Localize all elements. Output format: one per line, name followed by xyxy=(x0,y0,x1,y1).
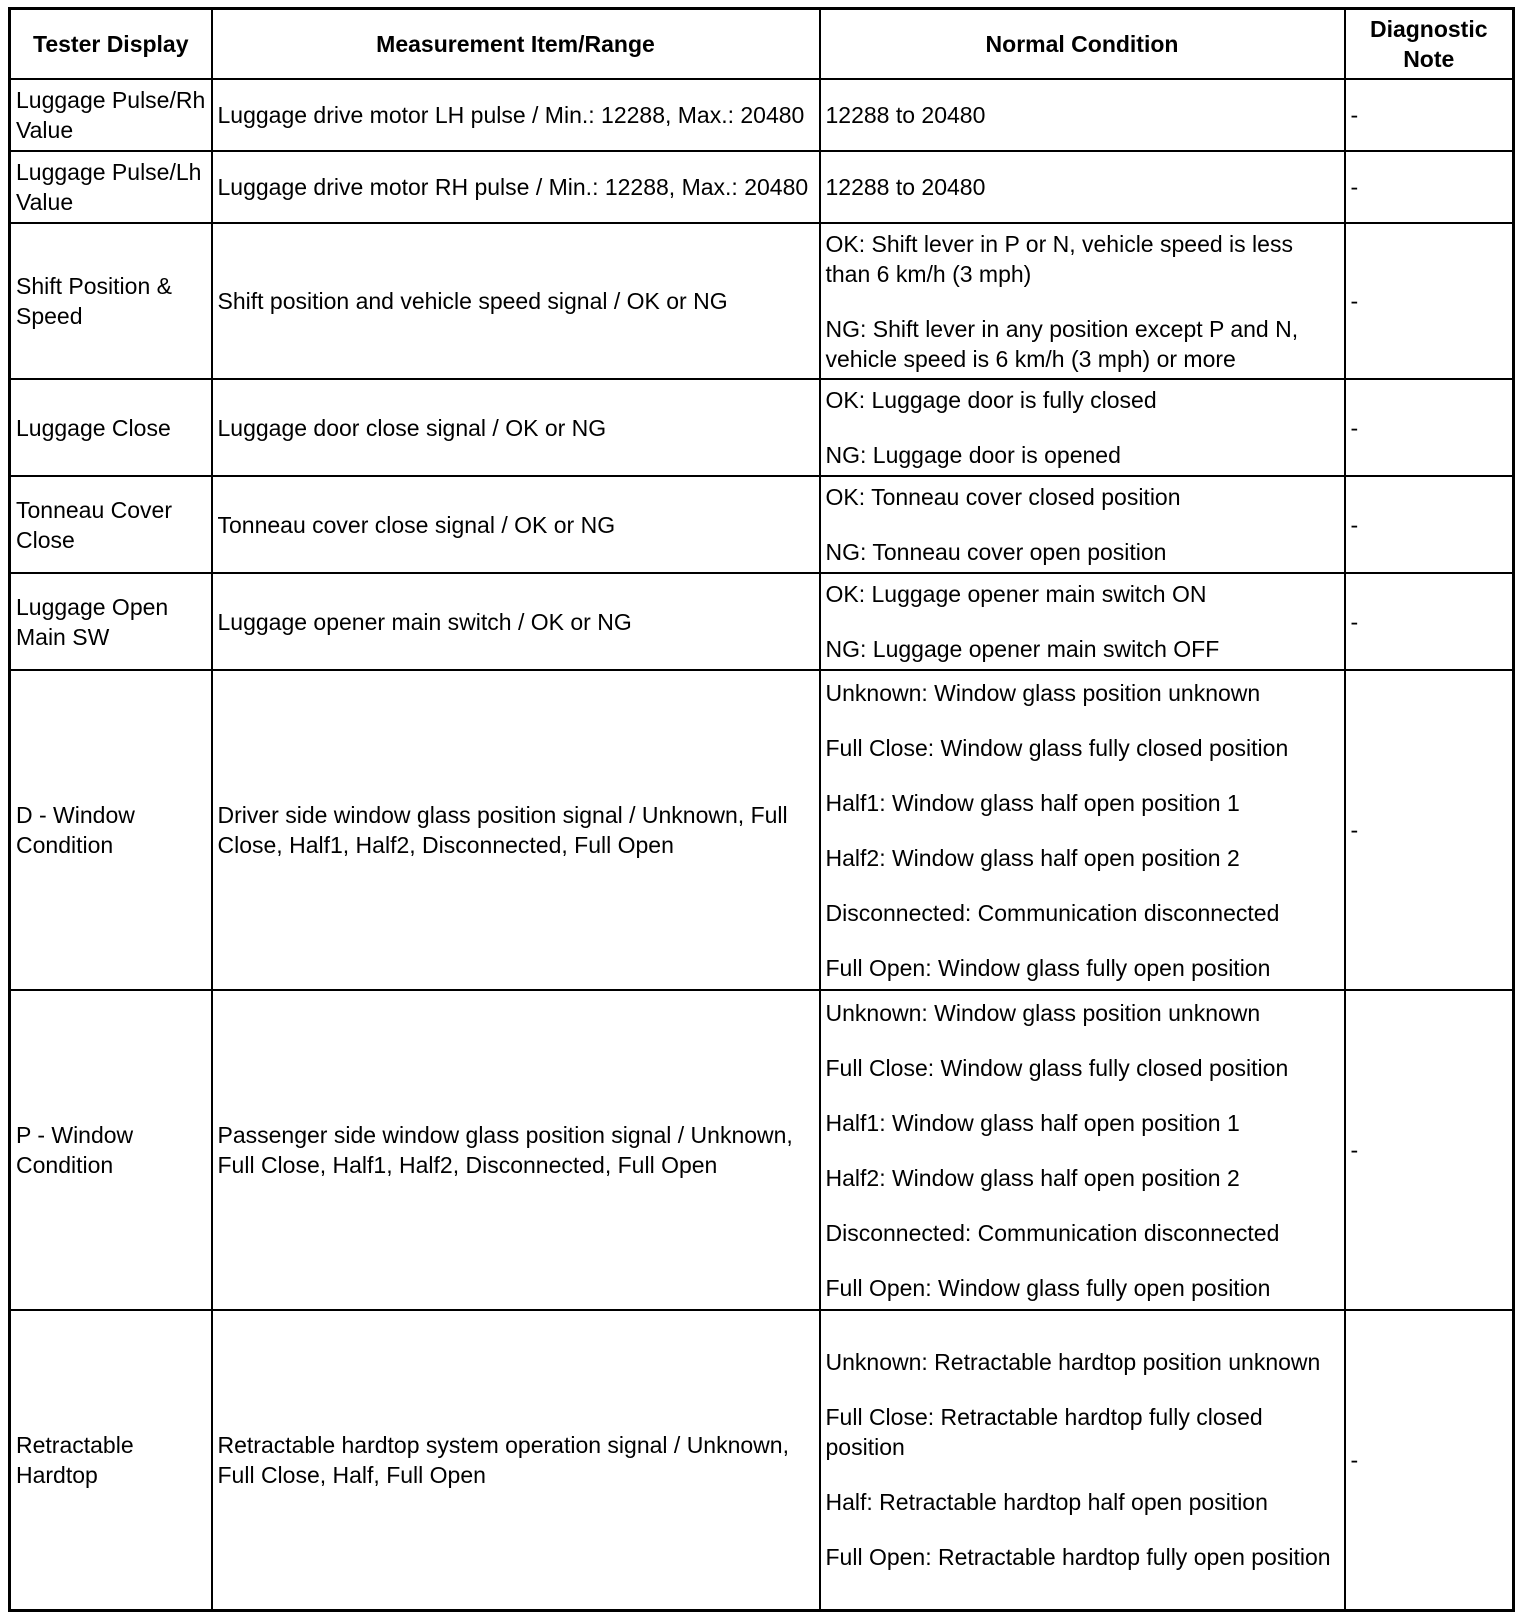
condition-line: Half: Retractable hardtop half open position xyxy=(825,1489,1268,1516)
condition-line: OK: Tonneau cover closed position xyxy=(825,484,1181,510)
condition-line: 12288 to 20480 xyxy=(825,102,986,128)
condition-line: Half1: Window glass half open position 1 xyxy=(825,789,1240,816)
condition-line: 12288 to 20480 xyxy=(825,174,986,200)
cell-normal-condition xyxy=(820,476,1345,573)
cell-normal-condition xyxy=(820,79,1345,151)
table-row xyxy=(10,573,1514,670)
condition-line: NG: Tonneau cover open position xyxy=(825,539,1167,565)
cell-measurement: Driver side window glass position signal / Unknown, Full Close, Half1, Half2, Disconnected, Full Open xyxy=(212,670,820,990)
header-diagnostic-note: Diagnostic Note xyxy=(1345,9,1514,80)
table-row xyxy=(10,990,1514,1310)
cell-measurement: Retractable hardtop system operation signal / Unknown, Full Close, Half, Full Open xyxy=(212,1310,820,1610)
cell-diagnostic-note: - xyxy=(1345,79,1514,151)
cell-diagnostic-note: - xyxy=(1345,1310,1514,1610)
condition-line: Full Open: Window glass fully open position xyxy=(825,954,1271,981)
condition-line: NG: Shift lever in any position except P and N, vehicle speed is 6 km/h (3 mph) or more xyxy=(825,315,1299,372)
condition-line: NG: Luggage opener main switch OFF xyxy=(825,636,1220,662)
cell-tester-display: D - Window Condition xyxy=(10,670,212,990)
cell-diagnostic-note: - xyxy=(1345,573,1514,670)
table-row xyxy=(10,379,1514,476)
cell-tester-display: Shift Position & Speed xyxy=(10,223,212,379)
table-row xyxy=(10,1310,1514,1610)
condition-line: Full Close: Window glass fully closed position xyxy=(825,1054,1289,1081)
cell-normal-condition xyxy=(820,223,1345,379)
condition-line: Half2: Window glass half open position 2 xyxy=(825,844,1240,871)
cell-diagnostic-note: - xyxy=(1345,476,1514,573)
header-normal-condition: Normal Condition xyxy=(820,9,1345,80)
header-tester-display: Tester Display xyxy=(10,9,212,80)
cell-normal-condition xyxy=(820,1310,1345,1610)
cell-normal-condition xyxy=(820,573,1345,670)
cell-measurement: Passenger side window glass position signal / Unknown, Full Close, Half1, Half2, Disconnected, Full Open xyxy=(212,990,820,1310)
cell-tester-display: Luggage Pulse/Rh Value xyxy=(10,79,212,151)
table-row xyxy=(10,79,1514,151)
cell-normal-condition xyxy=(820,670,1345,990)
condition-line: Disconnected: Communication disconnected xyxy=(825,899,1280,926)
cell-measurement: Shift position and vehicle speed signal / OK or NG xyxy=(212,223,820,379)
cell-measurement: Luggage opener main switch / OK or NG xyxy=(212,573,820,670)
cell-measurement: Tonneau cover close signal / OK or NG xyxy=(212,476,820,573)
condition-line: Unknown: Window glass position unknown xyxy=(825,999,1261,1026)
condition-line: Disconnected: Communication disconnected xyxy=(825,1219,1280,1246)
condition-line: OK: Luggage door is fully closed xyxy=(825,387,1157,413)
condition-line: Full Close: Retractable hardtop fully closed position xyxy=(825,1404,1263,1461)
table-body xyxy=(10,79,1514,1610)
cell-normal-condition xyxy=(820,151,1345,223)
cell-normal-condition xyxy=(820,379,1345,476)
cell-diagnostic-note: - xyxy=(1345,151,1514,223)
cell-measurement: Luggage door close signal / OK or NG xyxy=(212,379,820,476)
condition-line: Full Open: Retractable hardtop fully open position xyxy=(825,1544,1331,1571)
condition-line: NG: Luggage door is opened xyxy=(825,442,1121,468)
condition-line: OK: Shift lever in P or N, vehicle speed is less than 6 km/h (3 mph) xyxy=(825,230,1293,287)
cell-diagnostic-note: - xyxy=(1345,670,1514,990)
cell-diagnostic-note: - xyxy=(1345,990,1514,1310)
cell-measurement: Luggage drive motor RH pulse / Min.: 12288, Max.: 20480 xyxy=(212,151,820,223)
condition-line: Unknown: Retractable hardtop position unknown xyxy=(825,1349,1321,1376)
cell-tester-display: P - Window Condition xyxy=(10,990,212,1310)
condition-line: OK: Luggage opener main switch ON xyxy=(825,581,1207,607)
cell-tester-display: Retractable Hardtop xyxy=(10,1310,212,1610)
condition-line: Unknown: Window glass position unknown xyxy=(825,679,1261,706)
header-measurement: Measurement Item/Range xyxy=(212,9,820,80)
cell-diagnostic-note: - xyxy=(1345,379,1514,476)
table-row xyxy=(10,151,1514,223)
cell-tester-display: Tonneau Cover Close xyxy=(10,476,212,573)
cell-tester-display: Luggage Pulse/Lh Value xyxy=(10,151,212,223)
table-header-row xyxy=(10,9,1514,80)
cell-tester-display: Luggage Open Main SW xyxy=(10,573,212,670)
table-row xyxy=(10,223,1514,379)
table-row xyxy=(10,476,1514,573)
condition-line: Half1: Window glass half open position 1 xyxy=(825,1109,1240,1136)
cell-measurement: Luggage drive motor LH pulse / Min.: 12288, Max.: 20480 xyxy=(212,79,820,151)
data-table-container xyxy=(8,7,1515,1612)
cell-diagnostic-note: - xyxy=(1345,223,1514,379)
condition-line: Half2: Window glass half open position 2 xyxy=(825,1164,1240,1191)
cell-tester-display: Luggage Close xyxy=(10,379,212,476)
condition-line: Full Open: Window glass fully open position xyxy=(825,1274,1271,1301)
condition-line: Full Close: Window glass fully closed position xyxy=(825,734,1289,761)
data-list-table xyxy=(8,7,1515,1612)
table-row xyxy=(10,670,1514,990)
cell-normal-condition xyxy=(820,990,1345,1310)
